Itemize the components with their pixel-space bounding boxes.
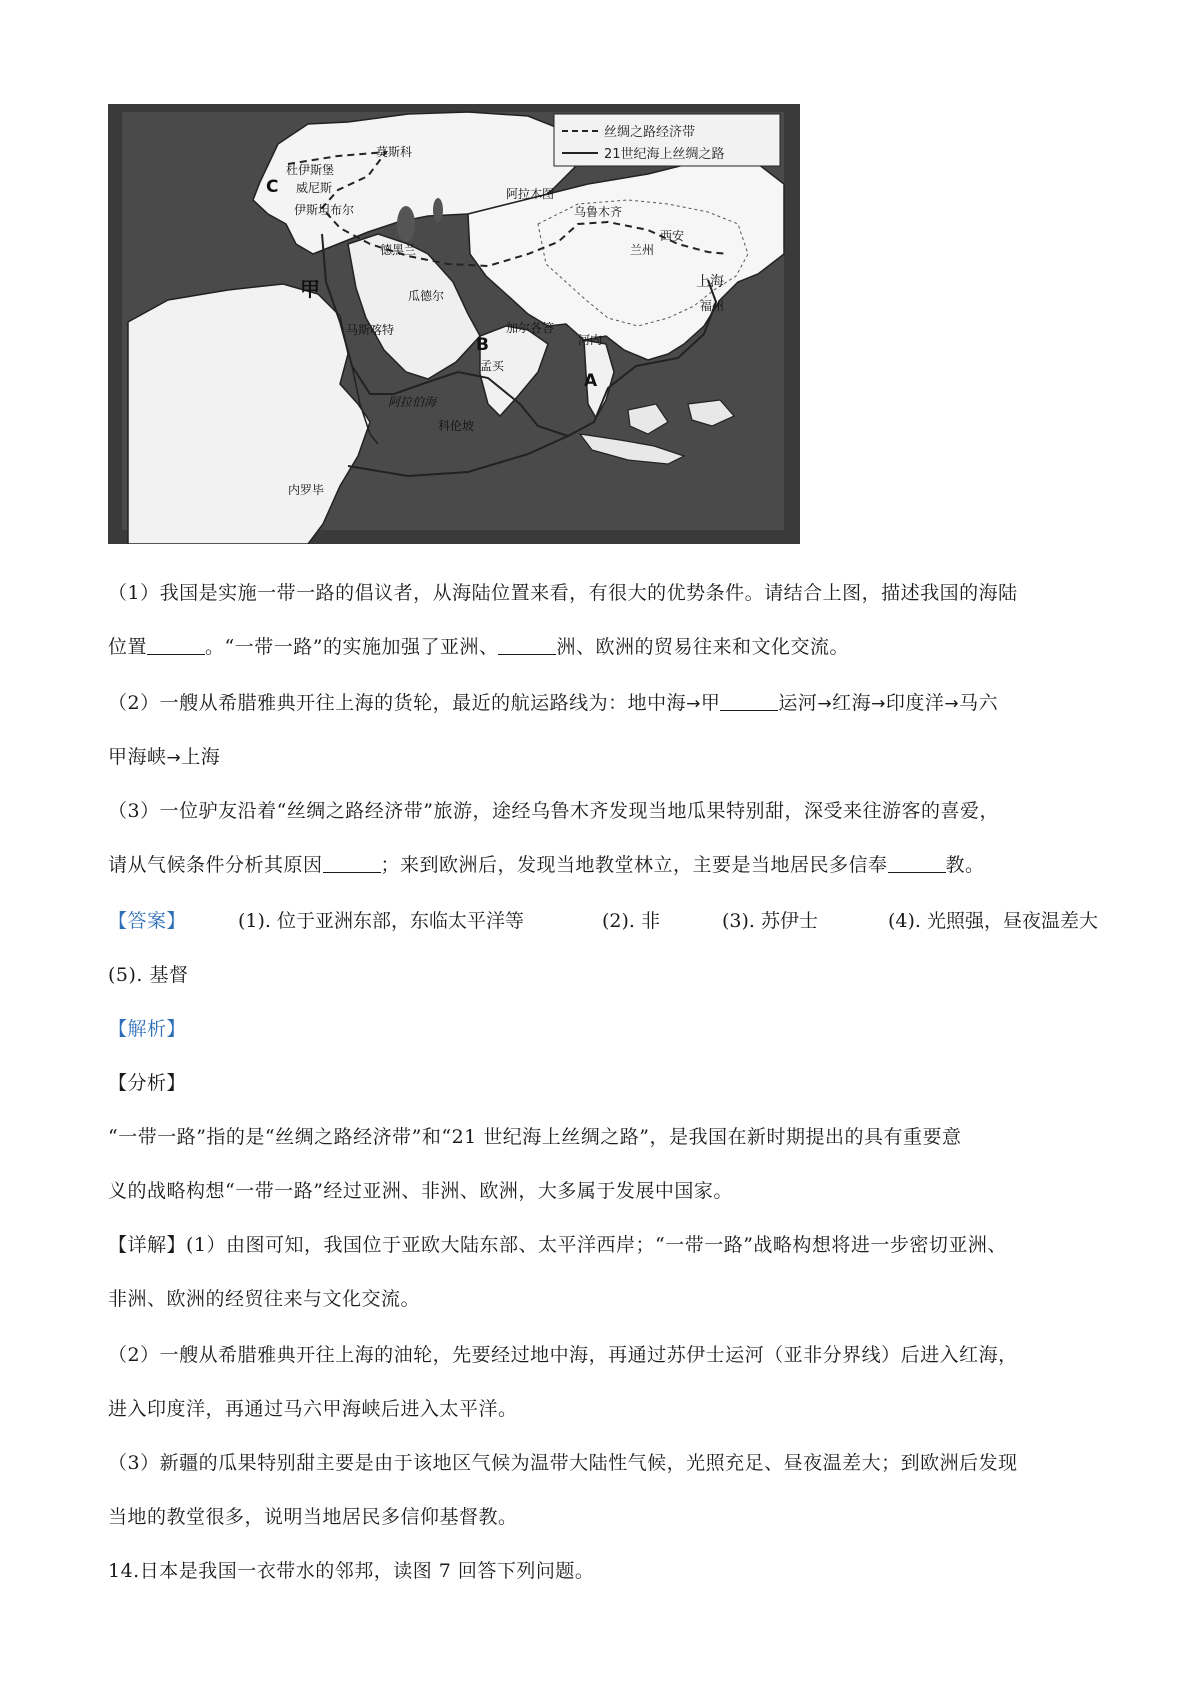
label-almaty: 阿拉木图 bbox=[506, 187, 555, 201]
q2-text-g: 甲海峡 bbox=[108, 746, 167, 768]
arrow-4: → bbox=[944, 694, 960, 714]
answer-item-2: (2). 非 bbox=[602, 910, 660, 932]
legend-maritime-label: 21世纪海上丝绸之路 bbox=[604, 147, 725, 162]
detail-line2: 非洲、欧洲的经贸往来与文化交流。 bbox=[108, 1288, 421, 1310]
q2-text-d: 红海 bbox=[832, 692, 872, 714]
detail2-line2: 进入印度洋，再通过马六甲海峡后进入太平洋。 bbox=[108, 1398, 518, 1420]
label-venice: 威尼斯 bbox=[296, 181, 333, 195]
question-14: 14.日本是我国一衣带水的邻邦，读图 7 回答下列问题。 bbox=[108, 1560, 595, 1582]
detail-line1: 【详解】(1）由图可知，我国位于亚欧大陆东部、太平洋西岸；“一带一路”战略构想将进一步密切亚洲、 bbox=[108, 1234, 1007, 1256]
label-a: A bbox=[584, 371, 598, 391]
arrow-1: → bbox=[686, 694, 701, 714]
q1-text-c: 洲、欧洲的贸易往来和文化交流。 bbox=[556, 636, 849, 658]
label-colombo: 科伦坡 bbox=[438, 419, 475, 433]
q2-line1 bbox=[108, 688, 998, 715]
label-moscow: 莫斯科 bbox=[376, 145, 413, 159]
label-b: B bbox=[476, 335, 489, 355]
label-urumqi: 乌鲁木齐 bbox=[574, 205, 623, 219]
fenxi-heading: 【分析】 bbox=[108, 1072, 187, 1094]
analysis-tag: 【解析】 bbox=[108, 1018, 187, 1040]
detail3-line1: （3）新疆的瓜果特别甜主要是由于该地区气候为温带大陆性气候，光照充足、昼夜温差大；到欧洲后发现 bbox=[108, 1452, 1018, 1474]
q1-line2 bbox=[108, 632, 849, 659]
label-c: C bbox=[266, 177, 279, 197]
arrow-5: → bbox=[166, 748, 182, 768]
fenxi-line2: 义的战略构想“一带一路”经过亚洲、非洲、欧洲，大多属于发展中国家。 bbox=[108, 1180, 733, 1202]
q3-line2 bbox=[108, 850, 985, 877]
q2-line2 bbox=[108, 742, 220, 769]
q3-text-c: 教。 bbox=[945, 854, 985, 876]
answer-item-4: (4). 光照强，昼夜温差大 bbox=[888, 910, 1098, 932]
q2-blank-1[interactable] bbox=[720, 709, 778, 711]
label-fuzhou: 福州 bbox=[700, 299, 725, 313]
label-arabian-sea: 阿拉伯海 bbox=[388, 395, 437, 409]
label-kolkata: 加尔各答 bbox=[506, 321, 555, 335]
label-tehran: 德黑兰 bbox=[380, 243, 417, 257]
arrow-2: → bbox=[817, 694, 833, 714]
q2-text-c: 运河 bbox=[778, 692, 818, 714]
label-gwadar: 瓜德尔 bbox=[408, 289, 445, 303]
label-hanoi: 河内 bbox=[578, 333, 603, 347]
label-nairobi: 内罗毕 bbox=[288, 483, 325, 497]
q3-blank-2[interactable] bbox=[888, 871, 946, 873]
label-duisburg: 杜伊斯堡 bbox=[286, 163, 335, 177]
belt-road-map bbox=[108, 104, 800, 544]
q1-blank-2[interactable] bbox=[498, 653, 556, 655]
q3-text-a: 请从气候条件分析其原因 bbox=[108, 854, 323, 876]
label-jia: 甲 bbox=[300, 277, 320, 301]
q3-blank-1[interactable] bbox=[323, 871, 381, 873]
q1-text-b: 。“一带一路”的实施加强了亚洲、 bbox=[205, 636, 499, 658]
fenxi-line1: “一带一路”指的是“丝绸之路经济带”和“21 世纪海上丝绸之路”，是我国在新时期提出的具有重要意 bbox=[108, 1126, 962, 1148]
legend-belt-label: 丝绸之路经济带 bbox=[604, 125, 696, 140]
label-xian: 西安 bbox=[660, 229, 685, 243]
detail3-line2: 当地的教堂很多，说明当地居民多信仰基督教。 bbox=[108, 1506, 518, 1528]
label-lanzhou: 兰州 bbox=[630, 243, 655, 257]
q2-text-h: 上海 bbox=[181, 746, 221, 768]
label-mumbai: 孟买 bbox=[480, 359, 505, 373]
answer-tag: 【答案】 bbox=[108, 910, 187, 932]
label-shanghai: 上海 bbox=[696, 274, 724, 290]
arrow-3: → bbox=[871, 694, 886, 714]
map-svg bbox=[108, 104, 800, 544]
answer-item-5: (5). 基督 bbox=[108, 964, 189, 986]
label-muscat: 马斯喀特 bbox=[346, 323, 395, 337]
q2-text-a: （2）一艘从希腊雅典开往上海的货轮，最近的航运路线为：地中海 bbox=[108, 692, 687, 714]
label-istanbul: 伊斯坦布尔 bbox=[294, 203, 355, 217]
q3-text-b: ；来到欧洲后，发现当地教堂林立，主要是当地居民多信奉 bbox=[380, 854, 888, 876]
q2-text-e: 印度洋 bbox=[885, 692, 945, 714]
answer-item-3: (3). 苏伊士 bbox=[722, 910, 818, 932]
q1-text-a: 位置 bbox=[108, 636, 148, 658]
detail2-line1: （2）一艘从希腊雅典开往上海的油轮，先要经过地中海，再通过苏伊士运河（亚非分界线）后进入红海， bbox=[108, 1344, 1018, 1366]
q2-text-f: 马六 bbox=[959, 692, 999, 714]
q1-line1: （1）我国是实施一带一路的倡议者，从海陆位置来看，有很大的优势条件。请结合上图，描述我国的海陆 bbox=[108, 582, 1018, 604]
q3-line1: （3）一位驴友沿着“丝绸之路经济带”旅游，途经乌鲁木齐发现当地瓜果特别甜，深受来往游客的喜爱， bbox=[108, 800, 1000, 822]
answer-item-1: (1). 位于亚洲东部，东临太平洋等 bbox=[238, 910, 524, 932]
q2-text-b: 甲 bbox=[700, 692, 721, 714]
q1-blank-1[interactable] bbox=[147, 653, 205, 655]
